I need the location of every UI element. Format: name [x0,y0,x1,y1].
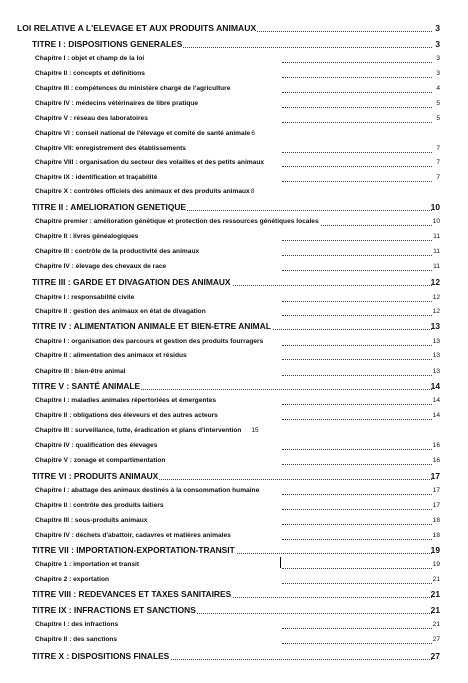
toc-entry-label: Chapitre I : des infractions [35,619,119,631]
toc-entry-label: Chapitre IX : identification et traçabilité [35,172,158,184]
toc-chapter-entry[interactable] [0,53,468,65]
toc-entry-label: Chapitre X : contrôles officiels des animaux et des produits animaux8 [35,186,255,198]
toc-chapter-entry[interactable] [0,455,468,467]
toc-entry-label: Chapitre V : réseau des laboratoires [35,113,149,125]
toc-chapter-entry[interactable] [0,216,468,228]
toc-entry-label: TITRE VIII : REDEVANCES ET TAXES SANITAIRES [32,589,232,599]
toc-chapter-entry[interactable] [0,231,468,243]
toc-chapter-entry[interactable] [0,350,468,362]
toc-title-entry[interactable] [0,544,468,556]
toc-entry-label: LOI RELATIVE A L'ELEVAGE ET AUX PRODUITS ANIMAUX [17,23,257,33]
toc-title-entry[interactable] [0,320,468,332]
toc-chapter-entry[interactable] [0,336,468,348]
toc-chapter-entry[interactable] [0,128,468,140]
toc-entry-label: Chapitre II : obligations des éleveurs et des autres acteurs [35,410,219,422]
toc-chapter-entry[interactable] [0,619,468,631]
toc-entry-label: Chapitre II : livres généalogiques [35,231,139,243]
toc-entry-label: Chapitre premier : amélioration génétique et protection des ressources génétiques locales [35,216,320,228]
toc-dot-leader [282,92,432,93]
toc-page-number: 17 [430,471,440,481]
toc-page-number: 5 [436,115,440,122]
text-cursor [280,557,281,568]
toc-dot-leader [282,359,432,360]
toc-chapter-entry[interactable] [0,98,468,110]
toc-entry-label: Chapitre I : organisation des parcours et gestion des produits fourragers [35,336,264,348]
toc-page-number: 11 [433,233,440,240]
toc-title-entry[interactable] [0,588,468,600]
toc-dot-leader [282,524,432,525]
toc-dot-leader [282,166,432,167]
toc-page-number: 3 [436,70,440,77]
toc-entry-label: Chapitre IV : qualification des élevages [35,440,158,452]
toc-dot-leader [282,181,432,182]
toc-entry-label: Chapitre I : abattage des animaux destinés à la consommation humaine [35,485,260,497]
toc-page-number: 21 [430,589,440,599]
toc-entry-label: Chapitre VI : conseil national de l'élevage et comité de santé animale6 [35,128,256,140]
toc-page-number: 3 [436,55,440,62]
toc-dot-leader [282,419,432,420]
toc-title-entry[interactable] [0,470,468,482]
toc-page-number: 13 [432,338,440,345]
toc-page-number: 6 [251,130,255,137]
toc-page-number: 19 [432,561,440,568]
toc-entry-label: TITRE II : AMELIORATION GENETIQUE [32,202,187,212]
toc-dot-leader [282,315,432,316]
toc-dot-leader [282,77,432,78]
toc-page-number: 27 [430,651,440,661]
toc-dot-leader [282,643,432,644]
toc-root-entry[interactable] [0,22,468,34]
toc-dot-leader [282,628,432,629]
toc-entry-label: Chapitre V : zonage et compartimentation [35,455,166,467]
toc-dot-leader [282,301,432,302]
toc-chapter-entry[interactable] [0,157,468,169]
toc-entry-label: Chapitre II : contrôle des produits laitiers [35,500,165,512]
toc-chapter-entry[interactable] [0,395,468,407]
toc-chapter-entry[interactable] [0,500,468,512]
toc-title-entry[interactable] [0,38,468,50]
toc-chapter-entry[interactable] [0,261,468,273]
toc-entry-label: Chapitre III : bien-être animal [35,366,127,378]
toc-page-number: 13 [432,352,440,359]
toc-page-number: 10 [432,218,440,225]
toc-chapter-entry[interactable] [0,172,468,184]
toc-page-number: 4 [436,85,440,92]
toc-page-number: 14 [432,397,440,404]
toc-chapter-entry[interactable] [0,366,468,378]
toc-entry-label: Chapitre VII: enregistrement des établissements [35,143,187,155]
toc-dot-leader [282,152,432,153]
toc-page-number: 10 [430,202,440,212]
toc-dot-leader [282,122,432,123]
toc-chapter-entry[interactable] [0,143,468,155]
toc-dot-leader [282,509,432,510]
toc-entry-label: Chapitre 1 : importation et transit [35,559,140,571]
toc-entry-label: TITRE VI : PRODUITS ANIMAUX [32,471,159,481]
toc-entry-label: Chapitre III : compétences du ministère chargé de l'agriculture [35,83,231,95]
toc-dot-leader [282,62,432,63]
toc-page-number: 11 [433,263,440,270]
toc-page-number: 8 [250,188,255,195]
toc-page-number: 18 [432,532,440,539]
toc-entry-label: Chapitre II : des sanctions [35,634,118,646]
toc-chapter-entry[interactable] [0,306,468,318]
toc-dot-leader [282,240,432,241]
toc-chapter-entry[interactable] [0,559,468,571]
toc-dot-leader [282,494,432,495]
toc-chapter-entry[interactable] [0,515,468,527]
toc-entry-label: Chapitre II : gestion des animaux en état de divagation [35,306,207,318]
toc-dot-leader [282,270,432,271]
toc-entry-label: TITRE IV : ALIMENTATION ANIMALE ET BIEN-ETRE ANIMAL [32,321,271,331]
toc-page-number: 16 [432,442,440,449]
toc-page-number: 5 [436,100,440,107]
toc-entry-label: Chapitre I : objet et champ de la loi [35,53,145,65]
toc-entry-label: TITRE X : DISPOSITIONS FINALES [32,651,170,661]
toc-entry-label: Chapitre 2 : exportation [35,574,110,586]
toc-entry-label: Chapitre IV : médecins vétérinaires de libre pratique [35,98,199,110]
toc-chapter-entry[interactable] [0,634,468,646]
toc-entry-label: Chapitre II : alimentation des animaux et résidus [35,350,188,362]
toc-chapter-entry[interactable] [0,292,468,304]
toc-title-entry[interactable] [0,276,468,288]
toc-chapter-entry[interactable] [0,410,468,422]
toc-page-number: 7 [436,174,440,181]
toc-page-number: 13 [432,368,440,375]
toc-page-number: 3 [435,23,440,33]
toc-page-number: 17 [432,502,440,509]
toc-chapter-entry[interactable] [0,186,468,198]
toc-entry-label: TITRE I : DISPOSITIONS GENERALES [32,39,183,49]
toc-page-number: 3 [435,39,440,49]
toc-title-entry[interactable] [0,604,468,616]
toc-page-number: 14 [430,381,440,391]
toc-dot-leader [282,464,432,465]
toc-page-number: 15 [251,427,259,434]
toc-chapter-entry[interactable] [0,113,468,125]
toc-page-number: 7 [436,159,440,166]
toc-page-number: 12 [432,308,440,315]
toc-dot-leader [282,255,432,256]
toc-dot-leader [282,404,432,405]
toc-dot-leader [282,345,432,346]
toc-page-number: 21 [432,621,440,628]
toc-dot-leader [282,449,432,450]
toc-chapter-entry[interactable] [0,574,468,586]
toc-dot-leader [282,568,432,569]
toc-entry-label: TITRE V : SANTÉ ANIMALE [32,381,141,391]
toc-page-number: 21 [432,576,440,583]
toc-page-number: 7 [436,145,440,152]
toc-page-number: 18 [432,517,440,524]
toc-chapter-entry[interactable] [0,68,468,80]
toc-dot-leader [282,539,432,540]
toc-entry-label: Chapitre IV : élevage des chevaux de race [35,261,167,273]
toc-chapter-entry[interactable] [0,83,468,95]
toc-title-entry[interactable] [0,650,468,662]
toc-entry-label: Chapitre I : maladies animales répertoriées et émergentes [35,395,217,407]
toc-entry-label: TITRE III : GARDE ET DIVAGATION DES ANIMAUX [32,277,231,287]
toc-entry-label: Chapitre II : concepts et définitions [35,68,146,80]
toc-entry-label: TITRE VII : IMPORTATION-EXPORTATION-TRANSIT [32,545,235,555]
toc-page-number: 17 [432,487,440,494]
toc-entry-label: Chapitre IV : déchets d'abattoir, cadavres et matières animales [35,530,232,542]
toc-page-number: 12 [430,277,440,287]
toc-page-number: 14 [432,412,440,419]
toc-entry-label: Chapitre VIII : organisation du secteur des volailles et des petits animaux [35,157,265,169]
toc-chapter-entry[interactable] [0,425,468,437]
toc-dot-leader [282,107,432,108]
toc-entry-label: Chapitre III : contrôle de la productivité des animaux [35,246,200,258]
toc-page-number: 27 [432,636,440,643]
toc-dot-leader [282,375,432,376]
toc-dot-leader [282,583,432,584]
toc-entry-label: Chapitre III : sous-produits animaux [35,515,148,527]
toc-page-number: 16 [432,457,440,464]
toc-chapter-entry[interactable] [0,530,468,542]
toc-title-entry[interactable] [0,380,468,392]
toc-chapter-entry[interactable] [0,440,468,452]
toc-entry-label: Chapitre III : surveillance, lutte, éradication et plans d'intervention 15 [35,425,260,437]
toc-chapter-entry[interactable] [0,485,468,497]
toc-chapter-entry[interactable] [0,246,468,258]
toc-page-number: 21 [430,605,440,615]
toc-page-number: 19 [430,545,440,555]
toc-page-number: 13 [430,321,440,331]
toc-entry-label: TITRE IX : INFRACTIONS ET SANCTIONS [32,605,196,615]
toc-page-number: 12 [432,294,440,301]
toc-page-number: 11 [433,248,440,255]
toc-title-entry[interactable] [0,201,468,213]
toc-entry-label: Chapitre I : responsabilité civile [35,292,135,304]
